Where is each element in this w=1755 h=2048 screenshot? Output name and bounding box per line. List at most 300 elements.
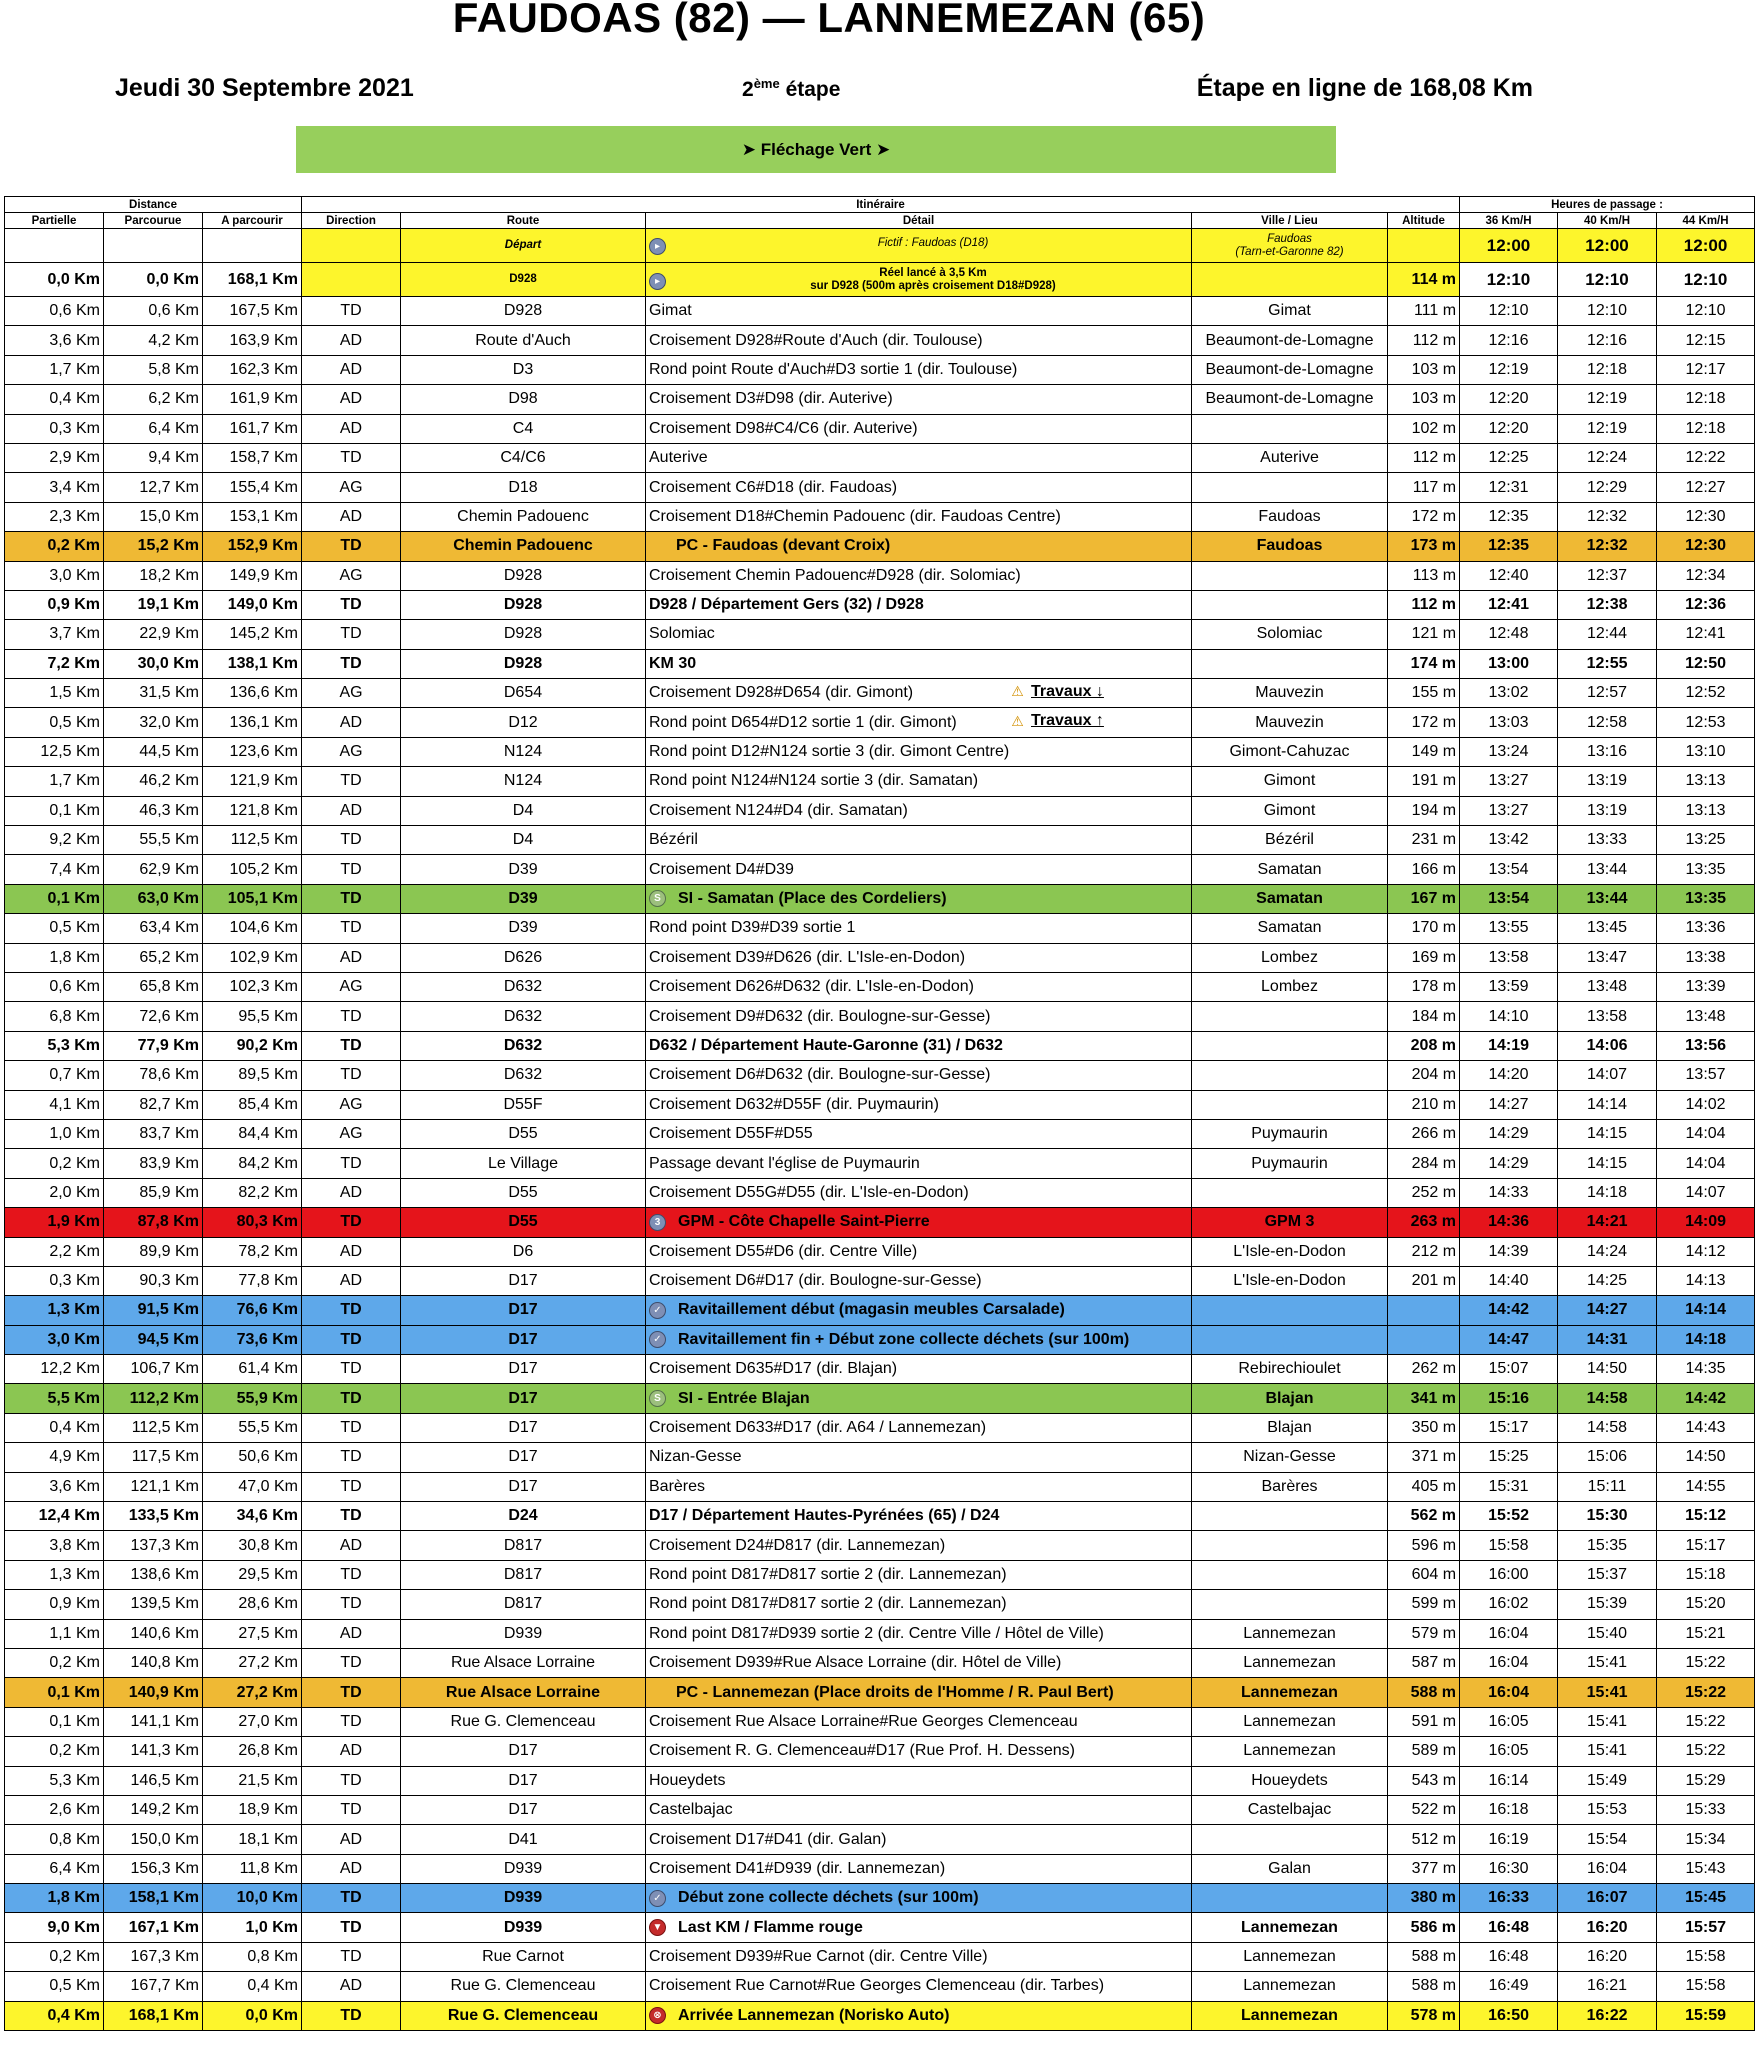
cell-covered: 65,2 Km bbox=[104, 943, 203, 972]
cell-remaining: 21,5 Km bbox=[203, 1766, 302, 1795]
cell-partial: 1,8 Km bbox=[5, 1884, 104, 1913]
cell-covered: 63,0 Km bbox=[104, 884, 203, 913]
cell-altitude: 341 m bbox=[1388, 1384, 1460, 1413]
cell-time-36: 15:31 bbox=[1460, 1472, 1558, 1501]
cell-direction: TD bbox=[302, 1443, 401, 1472]
cell-detail bbox=[646, 1413, 1192, 1442]
cell-town: L'Isle-en-Dodon bbox=[1192, 1237, 1388, 1266]
cell-time-36: 12:48 bbox=[1460, 620, 1558, 649]
cell-time-44: 13:13 bbox=[1657, 796, 1755, 825]
cell-covered: 5,8 Km bbox=[104, 355, 203, 384]
cell-town: Lannemezan bbox=[1192, 1678, 1388, 1707]
cell-altitude: 170 m bbox=[1388, 914, 1460, 943]
cell-town: Puymaurin bbox=[1192, 1149, 1388, 1178]
cell-altitude: 604 m bbox=[1388, 1560, 1460, 1589]
cell-altitude: 103 m bbox=[1388, 385, 1460, 414]
cell-town: Gimont-Cahuzac bbox=[1192, 737, 1388, 766]
cell-covered: 94,5 Km bbox=[104, 1325, 203, 1354]
cell-time-40: 12:44 bbox=[1558, 620, 1657, 649]
cell-covered: 149,2 Km bbox=[104, 1795, 203, 1824]
detail-text: Castelbajac bbox=[649, 1801, 733, 1819]
cell-partial: 3,0 Km bbox=[5, 1325, 104, 1354]
cell-time-36: 14:19 bbox=[1460, 1031, 1558, 1060]
cell-remaining: 55,9 Km bbox=[203, 1384, 302, 1413]
cell-town: Galan bbox=[1192, 1854, 1388, 1883]
cell-detail bbox=[646, 1031, 1192, 1060]
cell-direction: AD bbox=[302, 1825, 401, 1854]
cell-remaining: 121,8 Km bbox=[203, 796, 302, 825]
cell-time-44: 14:14 bbox=[1657, 1296, 1755, 1325]
cell-partial: 5,5 Km bbox=[5, 1384, 104, 1413]
detail-text: Auterive bbox=[649, 449, 708, 467]
real-start-covered: 0,0 Km bbox=[104, 263, 203, 297]
cell-direction: TD bbox=[302, 620, 401, 649]
detail-text: Croisement D6#D632 (dir. Boulogne-sur-Gesse) bbox=[649, 1066, 991, 1084]
cell-remaining: 105,2 Km bbox=[203, 855, 302, 884]
cell-altitude: 262 m bbox=[1388, 1355, 1460, 1384]
table-row bbox=[5, 649, 1755, 678]
cell-time-44: 15:58 bbox=[1657, 1972, 1755, 2001]
cell-remaining: 90,2 Km bbox=[203, 1031, 302, 1060]
cell-remaining: 145,2 Km bbox=[203, 620, 302, 649]
cell-altitude: 184 m bbox=[1388, 1002, 1460, 1031]
cell-altitude: 377 m bbox=[1388, 1854, 1460, 1883]
marker-icon: S bbox=[649, 1390, 666, 1407]
cell-town: Lannemezan bbox=[1192, 1942, 1388, 1971]
table-row bbox=[5, 914, 1755, 943]
cell-time-44: 15:21 bbox=[1657, 1619, 1755, 1648]
table-row bbox=[5, 1825, 1755, 1854]
cell-detail bbox=[646, 1531, 1192, 1560]
detail-text: Rond point Route d'Auch#D3 sortie 1 (dir. Toulouse) bbox=[649, 360, 1018, 378]
header-road: Route bbox=[401, 213, 646, 229]
cell-road: D55 bbox=[401, 1119, 646, 1148]
cell-time-44: 14:55 bbox=[1657, 1472, 1755, 1501]
cell-altitude: 588 m bbox=[1388, 1942, 1460, 1971]
cell-partial: 6,4 Km bbox=[5, 1854, 104, 1883]
cell-time-36: 14:36 bbox=[1460, 1208, 1558, 1237]
cell-altitude: 112 m bbox=[1388, 590, 1460, 619]
cell-road: Rue Alsace Lorraine bbox=[401, 1648, 646, 1677]
cell-detail bbox=[646, 737, 1192, 766]
real-start-direction bbox=[302, 263, 401, 297]
cell-town: Lombez bbox=[1192, 972, 1388, 1001]
table-row bbox=[5, 1648, 1755, 1677]
cell-road: D654 bbox=[401, 679, 646, 708]
cell-altitude: 588 m bbox=[1388, 1972, 1460, 2001]
start-partial bbox=[5, 229, 104, 263]
works-label: Travaux ↓ bbox=[1031, 683, 1104, 701]
cell-direction: AD bbox=[302, 414, 401, 443]
cell-partial: 3,6 Km bbox=[5, 1472, 104, 1501]
cell-partial: 2,3 Km bbox=[5, 502, 104, 531]
cell-town: Gimat bbox=[1192, 297, 1388, 326]
cell-remaining: 50,6 Km bbox=[203, 1443, 302, 1472]
cell-partial: 7,4 Km bbox=[5, 855, 104, 884]
cell-covered: 83,7 Km bbox=[104, 1119, 203, 1148]
detail-text: Croisement D39#D626 (dir. L'Isle-en-Dodon) bbox=[649, 948, 966, 966]
warning-icon: ⚠ bbox=[1011, 683, 1024, 700]
cell-direction: AD bbox=[302, 502, 401, 531]
cell-town bbox=[1192, 1325, 1388, 1354]
table-row bbox=[5, 1355, 1755, 1384]
cell-time-36: 13:55 bbox=[1460, 914, 1558, 943]
cell-road: D939 bbox=[401, 1913, 646, 1942]
cell-partial: 0,4 Km bbox=[5, 1413, 104, 1442]
cell-road: D39 bbox=[401, 914, 646, 943]
cell-remaining: 105,1 Km bbox=[203, 884, 302, 913]
cell-altitude: 194 m bbox=[1388, 796, 1460, 825]
cell-direction: AG bbox=[302, 972, 401, 1001]
cell-time-40: 13:44 bbox=[1558, 855, 1657, 884]
cell-detail bbox=[646, 1560, 1192, 1589]
header-direction: Direction bbox=[302, 213, 401, 229]
cell-partial: 1,3 Km bbox=[5, 1560, 104, 1589]
cell-partial: 1,9 Km bbox=[5, 1208, 104, 1237]
cell-direction: TD bbox=[302, 590, 401, 619]
cell-remaining: 162,3 Km bbox=[203, 355, 302, 384]
cell-road: D17 bbox=[401, 1795, 646, 1824]
detail-text: Croisement D6#D17 (dir. Boulogne-sur-Gesse) bbox=[649, 1272, 982, 1290]
cell-altitude: 543 m bbox=[1388, 1766, 1460, 1795]
cell-remaining: 73,6 Km bbox=[203, 1325, 302, 1354]
cell-remaining: 0,0 Km bbox=[203, 2001, 302, 2030]
cell-remaining: 77,8 Km bbox=[203, 1266, 302, 1295]
cell-partial: 0,1 Km bbox=[5, 1707, 104, 1736]
cell-time-40: 15:30 bbox=[1558, 1502, 1657, 1531]
cell-detail bbox=[646, 1061, 1192, 1090]
cell-time-44: 12:34 bbox=[1657, 561, 1755, 590]
detail-text: Rond point N124#N124 sortie 3 (dir. Samatan) bbox=[649, 772, 979, 790]
table-row bbox=[5, 1854, 1755, 1883]
table-row bbox=[5, 767, 1755, 796]
route-table bbox=[4, 196, 1755, 2031]
cell-remaining: 123,6 Km bbox=[203, 737, 302, 766]
table-row bbox=[5, 972, 1755, 1001]
cell-altitude: 169 m bbox=[1388, 943, 1460, 972]
real-start-detail: ▸ Réel lancé à 3,5 Km sur D928 (500m après croisement D18#D928) bbox=[646, 263, 1192, 297]
cell-time-40: 12:38 bbox=[1558, 590, 1657, 619]
cell-partial: 0,2 Km bbox=[5, 1648, 104, 1677]
cell-detail bbox=[646, 1795, 1192, 1824]
cell-partial: 1,5 Km bbox=[5, 679, 104, 708]
cell-partial: 1,7 Km bbox=[5, 355, 104, 384]
cell-covered: 0,6 Km bbox=[104, 297, 203, 326]
cell-time-36: 12:20 bbox=[1460, 414, 1558, 443]
cell-direction: TD bbox=[302, 1149, 401, 1178]
detail-text: SI - Entrée Blajan bbox=[678, 1389, 810, 1407]
cell-direction: AG bbox=[302, 561, 401, 590]
cell-time-40: 14:27 bbox=[1558, 1296, 1657, 1325]
table-row bbox=[5, 1002, 1755, 1031]
detail-text: Houeydets bbox=[649, 1771, 726, 1789]
cell-road: D632 bbox=[401, 1031, 646, 1060]
cell-time-36: 16:33 bbox=[1460, 1884, 1558, 1913]
cell-road: Rue Alsace Lorraine bbox=[401, 1678, 646, 1707]
cell-covered: 12,7 Km bbox=[104, 473, 203, 502]
cell-time-36: 14:29 bbox=[1460, 1119, 1558, 1148]
cell-town: Samatan bbox=[1192, 855, 1388, 884]
table-row bbox=[5, 1707, 1755, 1736]
cell-road: N124 bbox=[401, 767, 646, 796]
cell-road: C4 bbox=[401, 414, 646, 443]
cell-partial: 12,5 Km bbox=[5, 737, 104, 766]
cell-detail bbox=[646, 1149, 1192, 1178]
cell-time-44: 15:45 bbox=[1657, 1884, 1755, 1913]
table-row bbox=[5, 1413, 1755, 1442]
table-row bbox=[5, 532, 1755, 561]
table-row bbox=[5, 561, 1755, 590]
cell-remaining: 30,8 Km bbox=[203, 1531, 302, 1560]
cell-detail bbox=[646, 796, 1192, 825]
cell-direction: AD bbox=[302, 1737, 401, 1766]
cell-partial: 9,0 Km bbox=[5, 1913, 104, 1942]
cell-time-44: 12:41 bbox=[1657, 620, 1755, 649]
cell-time-40: 16:07 bbox=[1558, 1884, 1657, 1913]
cell-altitude: 266 m bbox=[1388, 1119, 1460, 1148]
cell-remaining: 34,6 Km bbox=[203, 1502, 302, 1531]
cell-road: D55 bbox=[401, 1178, 646, 1207]
cell-partial: 4,1 Km bbox=[5, 1090, 104, 1119]
start-town: Faudoas (Tarn-et-Garonne 82) bbox=[1192, 229, 1388, 263]
cell-time-40: 12:58 bbox=[1558, 708, 1657, 737]
table-row bbox=[5, 1766, 1755, 1795]
cell-town: Gimont bbox=[1192, 796, 1388, 825]
cell-direction: TD bbox=[302, 1560, 401, 1589]
cell-time-36: 16:49 bbox=[1460, 1972, 1558, 2001]
cell-partial: 12,2 Km bbox=[5, 1355, 104, 1384]
header-town: Ville / Lieu bbox=[1192, 213, 1388, 229]
cell-detail bbox=[646, 1325, 1192, 1354]
cell-time-44: 14:43 bbox=[1657, 1413, 1755, 1442]
cell-direction: AD bbox=[302, 1854, 401, 1883]
detail-text: Croisement C6#D18 (dir. Faudoas) bbox=[649, 478, 898, 496]
stage-date: Jeudi 30 Septembre 2021 bbox=[115, 74, 414, 102]
cell-time-40: 16:22 bbox=[1558, 2001, 1657, 2030]
cell-time-44: 12:10 bbox=[1657, 297, 1755, 326]
cell-direction: TD bbox=[302, 1795, 401, 1824]
cell-time-40: 15:11 bbox=[1558, 1472, 1657, 1501]
cell-time-36: 15:16 bbox=[1460, 1384, 1558, 1413]
detail-text: Croisement D24#D817 (dir. Lannemezan) bbox=[649, 1536, 946, 1554]
table-row bbox=[5, 826, 1755, 855]
cell-time-40: 14:31 bbox=[1558, 1325, 1657, 1354]
cell-partial: 0,4 Km bbox=[5, 2001, 104, 2030]
table-row bbox=[5, 1061, 1755, 1090]
cell-road: C4/C6 bbox=[401, 443, 646, 472]
cell-direction: TD bbox=[302, 2001, 401, 2030]
cell-altitude: 405 m bbox=[1388, 1472, 1460, 1501]
real-start-partial: 0,0 Km bbox=[5, 263, 104, 297]
cell-covered: 112,5 Km bbox=[104, 1413, 203, 1442]
table-row bbox=[5, 1590, 1755, 1619]
cell-covered: 168,1 Km bbox=[104, 2001, 203, 2030]
cell-time-44: 15:22 bbox=[1657, 1737, 1755, 1766]
cell-time-44: 15:22 bbox=[1657, 1648, 1755, 1677]
cell-town bbox=[1192, 1560, 1388, 1589]
cell-road: Rue G. Clemenceau bbox=[401, 1707, 646, 1736]
cell-time-40: 12:57 bbox=[1558, 679, 1657, 708]
marker-icon: 3 bbox=[649, 1214, 666, 1231]
cell-time-40: 12:10 bbox=[1558, 297, 1657, 326]
cell-road: D17 bbox=[401, 1296, 646, 1325]
cell-partial: 0,4 Km bbox=[5, 385, 104, 414]
cell-time-40: 15:54 bbox=[1558, 1825, 1657, 1854]
cell-partial: 0,6 Km bbox=[5, 972, 104, 1001]
cell-time-44: 14:35 bbox=[1657, 1355, 1755, 1384]
cell-direction: TD bbox=[302, 649, 401, 678]
start-covered bbox=[104, 229, 203, 263]
cell-altitude: 172 m bbox=[1388, 502, 1460, 531]
cell-partial: 7,2 Km bbox=[5, 649, 104, 678]
cell-covered: 63,4 Km bbox=[104, 914, 203, 943]
cell-time-44: 12:36 bbox=[1657, 590, 1755, 619]
cell-time-36: 15:25 bbox=[1460, 1443, 1558, 1472]
detail-text: Croisement D4#D39 bbox=[649, 860, 794, 878]
real-start-time-36: 12:10 bbox=[1460, 263, 1558, 297]
cell-covered: 121,1 Km bbox=[104, 1472, 203, 1501]
cell-remaining: 76,6 Km bbox=[203, 1296, 302, 1325]
cell-road: D18 bbox=[401, 473, 646, 502]
cell-detail bbox=[646, 1972, 1192, 2001]
cell-remaining: 10,0 Km bbox=[203, 1884, 302, 1913]
cell-town bbox=[1192, 1002, 1388, 1031]
cell-altitude: 178 m bbox=[1388, 972, 1460, 1001]
cell-time-40: 14:24 bbox=[1558, 1237, 1657, 1266]
cell-partial: 3,0 Km bbox=[5, 561, 104, 590]
cell-partial: 3,8 Km bbox=[5, 1531, 104, 1560]
table-row bbox=[5, 502, 1755, 531]
header-speed-40: 40 Km/H bbox=[1558, 213, 1657, 229]
cell-time-44: 14:04 bbox=[1657, 1119, 1755, 1148]
cell-time-40: 14:50 bbox=[1558, 1355, 1657, 1384]
detail-text: Croisement D41#D939 (dir. Lannemezan) bbox=[649, 1859, 946, 1877]
cell-road: D55 bbox=[401, 1208, 646, 1237]
cell-direction: TD bbox=[302, 914, 401, 943]
cell-altitude: 112 m bbox=[1388, 443, 1460, 472]
cell-covered: 146,5 Km bbox=[104, 1766, 203, 1795]
cell-town: Gimont bbox=[1192, 767, 1388, 796]
real-start-remaining: 168,1 Km bbox=[203, 263, 302, 297]
cell-time-36: 13:54 bbox=[1460, 884, 1558, 913]
cell-altitude: 588 m bbox=[1388, 1678, 1460, 1707]
cell-partial: 1,7 Km bbox=[5, 767, 104, 796]
cell-time-36: 16:50 bbox=[1460, 2001, 1558, 2030]
signage-banner: ➤ Fléchage Vert ➤ bbox=[296, 126, 1336, 173]
cell-covered: 9,4 Km bbox=[104, 443, 203, 472]
table-row bbox=[5, 1119, 1755, 1148]
table-row bbox=[5, 943, 1755, 972]
cell-road: D4 bbox=[401, 796, 646, 825]
works-warning bbox=[1010, 712, 1104, 730]
cell-detail bbox=[646, 1648, 1192, 1677]
cell-town bbox=[1192, 414, 1388, 443]
detail-text: Croisement D18#Chemin Padouenc (dir. Faudoas Centre) bbox=[649, 507, 1061, 525]
detail-text: Croisement D55#D6 (dir. Centre Ville) bbox=[649, 1242, 918, 1260]
cell-time-40: 12:29 bbox=[1558, 473, 1657, 502]
cell-detail bbox=[646, 1884, 1192, 1913]
cell-altitude: 284 m bbox=[1388, 1149, 1460, 1178]
cell-time-44: 15:33 bbox=[1657, 1795, 1755, 1824]
cell-detail bbox=[646, 2001, 1192, 2030]
cell-direction: AD bbox=[302, 708, 401, 737]
cell-town bbox=[1192, 649, 1388, 678]
cell-detail bbox=[646, 326, 1192, 355]
cell-covered: 62,9 Km bbox=[104, 855, 203, 884]
cell-detail bbox=[646, 414, 1192, 443]
cell-direction: TD bbox=[302, 1472, 401, 1501]
cell-altitude: 263 m bbox=[1388, 1208, 1460, 1237]
cell-time-36: 15:58 bbox=[1460, 1531, 1558, 1560]
cell-detail bbox=[646, 826, 1192, 855]
cell-town: Lannemezan bbox=[1192, 1648, 1388, 1677]
cell-time-36: 14:29 bbox=[1460, 1149, 1558, 1178]
detail-text: KM 30 bbox=[649, 654, 697, 672]
cell-time-36: 13:27 bbox=[1460, 796, 1558, 825]
cell-time-44: 13:13 bbox=[1657, 767, 1755, 796]
detail-text: Croisement Rue Carnot#Rue Georges Clemenceau (dir. Tarbes) bbox=[649, 1977, 1105, 1995]
cell-covered: 90,3 Km bbox=[104, 1266, 203, 1295]
cell-detail bbox=[646, 1090, 1192, 1119]
cell-time-36: 13:42 bbox=[1460, 826, 1558, 855]
cell-direction: TD bbox=[302, 1590, 401, 1619]
cell-covered: 156,3 Km bbox=[104, 1854, 203, 1883]
cell-altitude: 350 m bbox=[1388, 1413, 1460, 1442]
start-time-40: 12:00 bbox=[1558, 229, 1657, 263]
cell-time-44: 15:57 bbox=[1657, 1913, 1755, 1942]
cell-town: Auterive bbox=[1192, 443, 1388, 472]
cell-partial: 0,9 Km bbox=[5, 1590, 104, 1619]
cell-road: D17 bbox=[401, 1413, 646, 1442]
cell-detail bbox=[646, 502, 1192, 531]
cell-altitude: 204 m bbox=[1388, 1061, 1460, 1090]
cell-direction: TD bbox=[302, 1296, 401, 1325]
cell-altitude: 579 m bbox=[1388, 1619, 1460, 1648]
cell-altitude: 113 m bbox=[1388, 561, 1460, 590]
cell-partial: 12,4 Km bbox=[5, 1502, 104, 1531]
cell-time-40: 12:32 bbox=[1558, 532, 1657, 561]
cell-time-40: 15:41 bbox=[1558, 1678, 1657, 1707]
cell-remaining: 102,3 Km bbox=[203, 972, 302, 1001]
detail-text: Rond point D817#D939 sortie 2 (dir. Centre Ville / Hôtel de Ville) bbox=[649, 1624, 1104, 1642]
cell-time-40: 14:21 bbox=[1558, 1208, 1657, 1237]
cell-time-44: 15:59 bbox=[1657, 2001, 1755, 2030]
cell-altitude: 596 m bbox=[1388, 1531, 1460, 1560]
cell-road: D817 bbox=[401, 1531, 646, 1560]
table-row bbox=[5, 1531, 1755, 1560]
cell-town: Solomiac bbox=[1192, 620, 1388, 649]
cell-time-40: 12:55 bbox=[1558, 649, 1657, 678]
cell-remaining: 0,8 Km bbox=[203, 1942, 302, 1971]
cell-detail bbox=[646, 855, 1192, 884]
cell-partial: 0,3 Km bbox=[5, 1266, 104, 1295]
detail-text: PC - Lannemezan (Place droits de l'Homme / R. Paul Bert) bbox=[676, 1683, 1114, 1701]
cell-altitude: 121 m bbox=[1388, 620, 1460, 649]
cell-time-44: 15:29 bbox=[1657, 1766, 1755, 1795]
cell-road: D55F bbox=[401, 1090, 646, 1119]
cell-time-36: 15:17 bbox=[1460, 1413, 1558, 1442]
cell-direction: AD bbox=[302, 326, 401, 355]
cell-detail bbox=[646, 884, 1192, 913]
real-start-icon: ▸ bbox=[649, 273, 666, 290]
cell-covered: 117,5 Km bbox=[104, 1443, 203, 1472]
cell-detail bbox=[646, 943, 1192, 972]
cell-covered: 22,9 Km bbox=[104, 620, 203, 649]
detail-text: Ravitaillement fin + Début zone collecte déchets (sur 100m) bbox=[678, 1330, 1130, 1348]
real-start-time-44: 12:10 bbox=[1657, 263, 1755, 297]
header-detail: Détail bbox=[646, 213, 1192, 229]
cell-detail bbox=[646, 1502, 1192, 1531]
